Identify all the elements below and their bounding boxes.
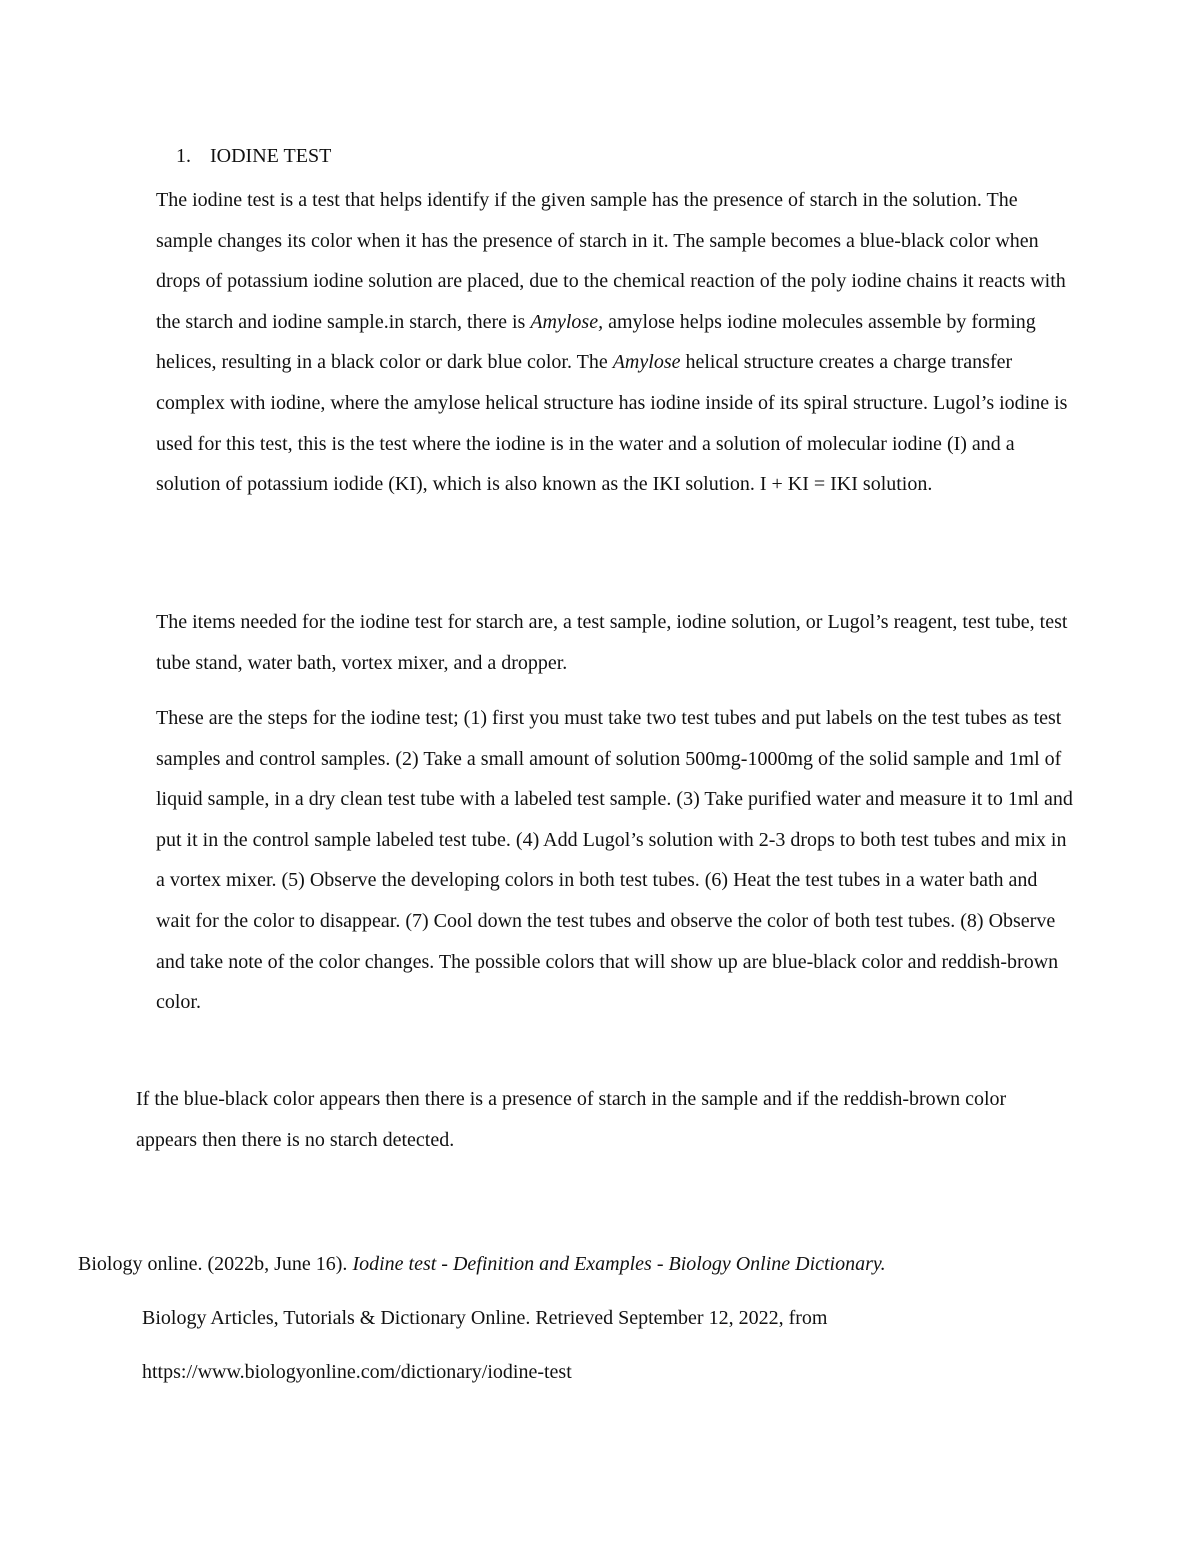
paragraph-items-needed: The items needed for the iodine test for starch are, a test sample, iodine solution, or Lugol’s reagent, test tube, test tube stand, water bath, vortex mixer, and a dropper. [156, 611, 1068, 674]
citation-title: Iodine test - Definition and Examples - Biology Online Dictionary. [352, 1253, 886, 1275]
amylose-italic-term: Amylose, [530, 310, 604, 333]
section-heading [176, 143, 331, 169]
heading-number: 1. [176, 145, 191, 167]
paragraph1-text-part3: helical structure creates a charge transfer complex with iodine, where the amylose helical structure has iodine inside of its spiral structure. Lugol’s iodine is used for this test, this is the test where the iodine is in the water and a solution of molecular iodine (I) and a solution of potassium iodide (KI), which is also known as the IKI solution. I + KI = IKI solution. [156, 351, 1068, 496]
heading-title: IODINE TEST [210, 145, 332, 167]
paragraph1-text-part2: amylose helps iodine molecules assemble by forming helices, resulting in a black color or dark blue color. The [156, 310, 1036, 374]
paragraph-iodine-description [156, 180, 1076, 505]
citation-author-date: Biology online. (2022b, June 16). [78, 1253, 353, 1275]
citation-line-1 [78, 1237, 1118, 1291]
paragraph1-text-part1: The iodine test is a test that helps identify if the given sample has the presence of starch in the solution. The sample changes its color when it has the presence of starch in it. The sample becomes a blue-black color when drops of potassium iodine solution are placed, due to the chemical reaction of the poly iodine chains it reacts with the starch and iodine sample.in starch, there is [156, 189, 1066, 333]
citation-line-2: Biology Articles, Tutorials & Dictionary Online. Retrieved September 12, 2022, from [142, 1307, 828, 1329]
paragraph-steps: These are the steps for the iodine test; (1) first you must take two test tubes and put labels on the test tubes as test samples and control samples. (2) Take a small amount of solution 500mg-1000mg of the solid sample and 1ml of liquid sample, in a dry clean test tube with a labeled test sample. (3) Take purified water and measure it to 1ml and put it in the control sample labeled test tube. (4) Add Lugol’s solution with 2-3 drops to both test tubes and mix in a vortex mixer. (5) Observe the developing colors in both test tubes. (6) Heat the test tubes in a water bath and wait for the color to disappear. (7) Cool down the test tubes and observe the color of both test tubes. (8) Observe and take note of the color changes. The possible colors that will show up are blue-black color and reddish-brown color. [156, 707, 1073, 1014]
reference-citation [78, 1237, 1118, 1399]
paragraph-conclusion: If the blue-black color appears then there is a presence of starch in the sample and if the reddish-brown color appears then there is no starch detected. [136, 1088, 1007, 1151]
amylose-italic-term-2: Amylose [612, 351, 681, 374]
citation-url: https://www.biologyonline.com/dictionary/iodine-test [142, 1361, 572, 1383]
